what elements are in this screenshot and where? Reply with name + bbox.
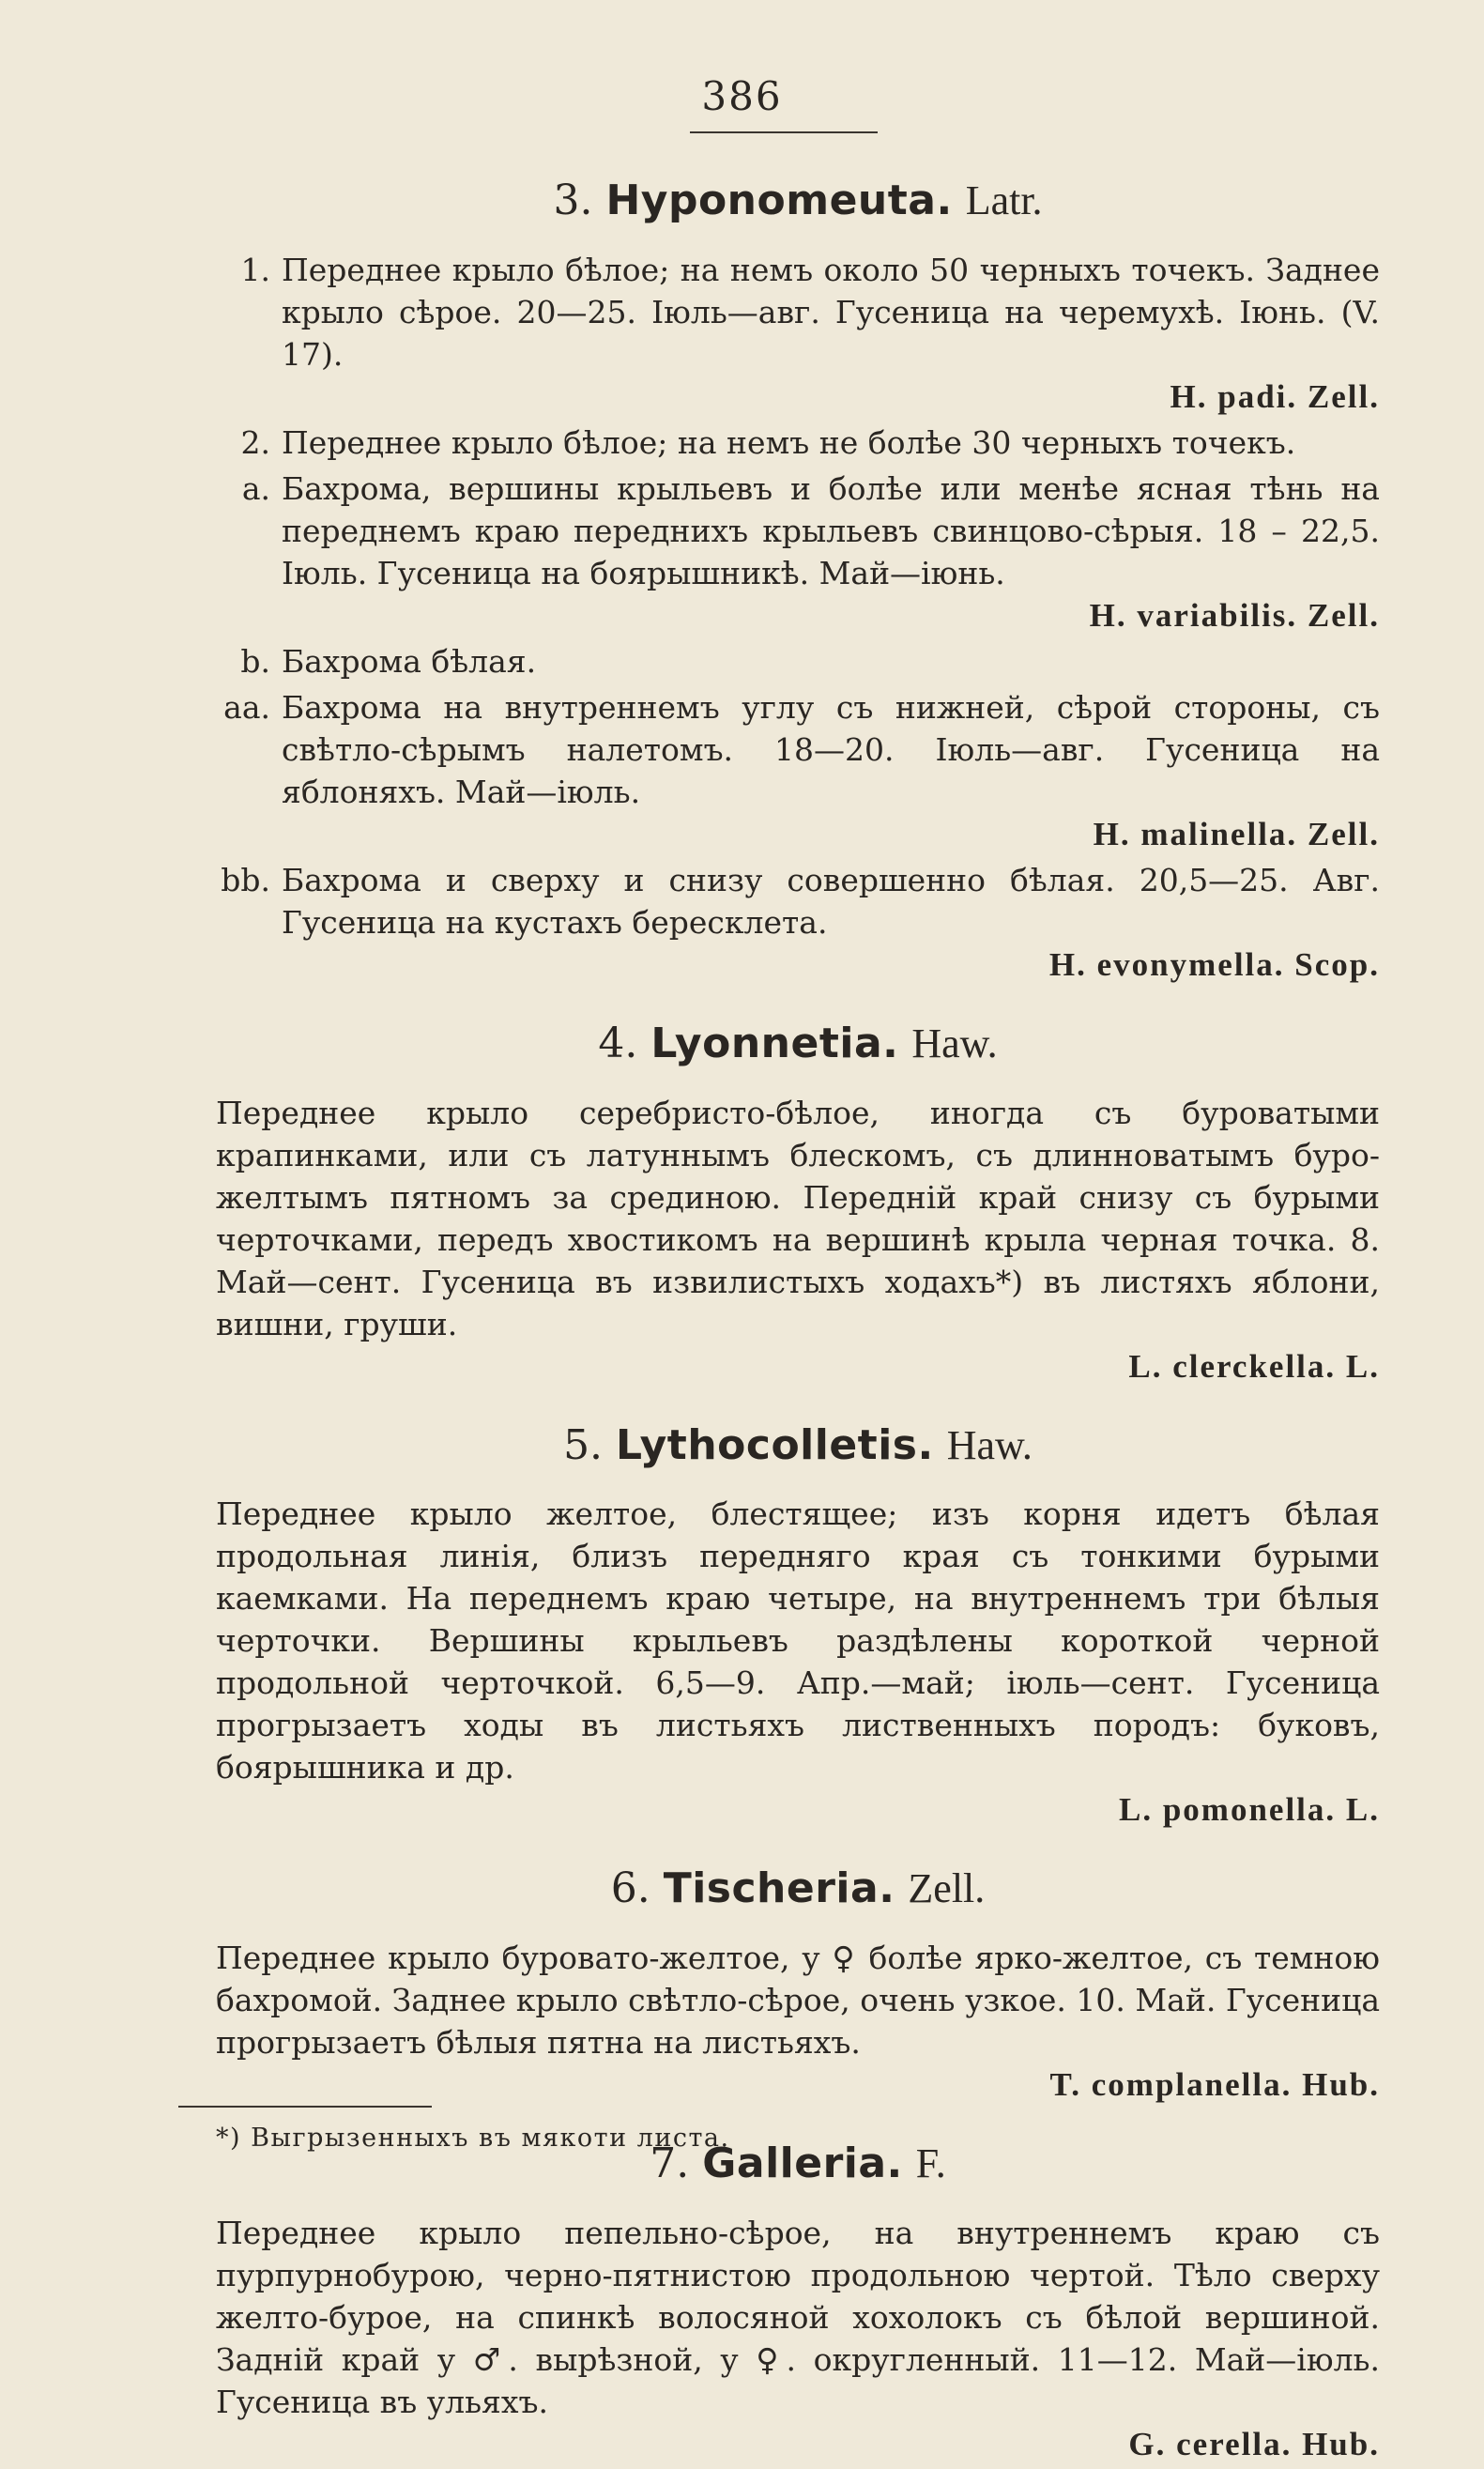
genus-number: 5.	[563, 1420, 604, 1469]
key-text: Бахрома и сверху и снизу совершенно бѣлая. 20,5—25. Авг. Гусеница на кустахъ бересклета.	[282, 861, 1380, 941]
species-name: H. malinella. Zell.	[1093, 815, 1380, 852]
key-entry	[216, 859, 1380, 986]
genus-description	[216, 1937, 1380, 2106]
genus-number: 4.	[598, 1019, 638, 1067]
key-mark: b.	[240, 642, 270, 680]
key-entry	[216, 686, 1380, 855]
description-text: Переднее крыло серебристо-бѣлое, иногда съ буроватыми крапинками, или съ латуннымъ блескомъ, съ длинноватымъ буро-желтымъ пятномъ за срединою. Переднiй край снизу съ бурыми черточками, передъ хвостикомъ на вершинѣ крыла черная точка. 8. Май—сент. Гусеница въ извилистыхъ ходахъ*) въ листяхъ яблони, вишни, груши.	[216, 1094, 1380, 1342]
key-text: Переднее крыло бѣлое; на немъ около 50 черныхъ точекъ. Заднее крыло сѣрое. 20—25. Іюль—авг. Гусеница на черемухѣ. Іюнь. (V. 17).	[282, 251, 1380, 373]
genus-author: Haw.	[946, 1421, 1033, 1468]
species-name: H. padi. Zell.	[1170, 377, 1380, 415]
footnote: *) Выгрызенныхъ въ мякоти листа.	[216, 2124, 730, 2153]
footnote-rule	[178, 2106, 432, 2108]
genus-name: Lythocolletis.	[616, 1420, 934, 1469]
key-text: Бахрома, вершины крыльевъ и болѣе или менѣе ясная тѣнь на переднемъ краю переднихъ крыльевъ свинцово-сѣрыя. 18 – 22,5. Іюль. Гусеница на боярышникѣ. Май—іюнь.	[282, 469, 1380, 591]
key-entry	[216, 249, 1380, 418]
genus-description	[216, 1493, 1380, 1831]
key-entry	[216, 468, 1380, 636]
genus-heading-hyponomeuta	[216, 176, 1380, 226]
species-name: T. complanella. Hub.	[1049, 2066, 1380, 2104]
genus-heading-lythocolletis	[216, 1421, 1380, 1471]
species-name: H. evonymella. Scop.	[1048, 945, 1380, 983]
species-name: L. clerckella. L.	[1128, 1347, 1380, 1385]
genus-description	[216, 1092, 1380, 1388]
species-name: L. pomonella. L.	[1118, 1791, 1380, 1829]
genus-heading-tischeria	[216, 1864, 1380, 1914]
genus-number: 3.	[553, 176, 593, 224]
key-mark: 2.	[240, 423, 270, 461]
key-entry	[216, 640, 1380, 682]
genus-name: Hyponomeuta.	[605, 176, 953, 224]
species-name: G. cerella. Hub.	[1128, 2425, 1380, 2462]
genus-name: Lyonnetia.	[650, 1019, 899, 1067]
key-mark: a.	[241, 469, 270, 507]
key-mark: 1.	[240, 251, 270, 288]
genus-author: F.	[915, 2140, 946, 2187]
species-name: H. variabilis. Zell.	[1089, 596, 1380, 634]
description-text: Переднее крыло пепельно-сѣрое, на внутреннемъ краю съ пурпурнобурою, черно-пятнистою продольною чертой. Тѣло сверху желто-бурое, на спинкѣ волосяной хохолокъ съ бѣлой вершиной. Заднiй край у ♂. вырѣзной, у ♀. округленный. 11—12. Май—іюль. Гусеница въ ульяхъ.	[216, 2214, 1380, 2420]
key-text: Бахрома на внутреннемъ углу съ нижней, сѣрой стороны, съ свѣтло-сѣрымъ налетомъ. 18—20. Іюль—авг. Гусеница на яблоняхъ. Май—іюль.	[282, 688, 1380, 810]
genus-author: Latr.	[965, 177, 1043, 223]
genus-heading-lyonnetia	[216, 1020, 1380, 1069]
genus-name: Galleria.	[702, 2139, 903, 2188]
description-text: Переднее крыло желтое, блестящее; изъ корня идетъ бѣлая продольная линія, близъ передняго края съ тонкими бурыми каемками. На переднемъ краю четыре, на внутреннемъ три бѣлыя черточки. Вершины крыльевъ раздѣлены короткой черной продольной черточкой. 6,5—9. Апр.—май; іюль—сент. Гусеница прогрызаетъ ходы въ листьяхъ лиственныхъ породъ: буковъ, боярышника и др.	[216, 1495, 1380, 1787]
key-mark: bb.	[221, 861, 270, 898]
key-mark: aa.	[223, 688, 270, 726]
genus-author: Haw.	[911, 1020, 998, 1066]
genus-name: Tischeria.	[663, 1864, 895, 1913]
genus-author: Zell.	[908, 1865, 986, 1912]
key-text: Бахрома бѣлая.	[282, 642, 537, 680]
genus-number: 7.	[650, 2139, 690, 2188]
page-number: 386	[701, 73, 783, 119]
description-text: Переднее крыло буровато-желтое, у ♀ болѣе ярко-желтое, съ темною бахромой. Заднее крыло свѣтло-сѣрое, очень узкое. 10. Май. Гусеница прогрызаетъ бѣлыя пятна на листьяхъ.	[216, 1940, 1380, 2062]
genus-number: 6.	[610, 1864, 650, 1913]
page-number-rule	[690, 131, 878, 133]
genus-description	[216, 2212, 1380, 2465]
key-text: Переднее крыло бѣлое; на немъ не болѣе 30 черныхъ точекъ.	[282, 423, 1296, 461]
key-entry	[216, 422, 1380, 464]
